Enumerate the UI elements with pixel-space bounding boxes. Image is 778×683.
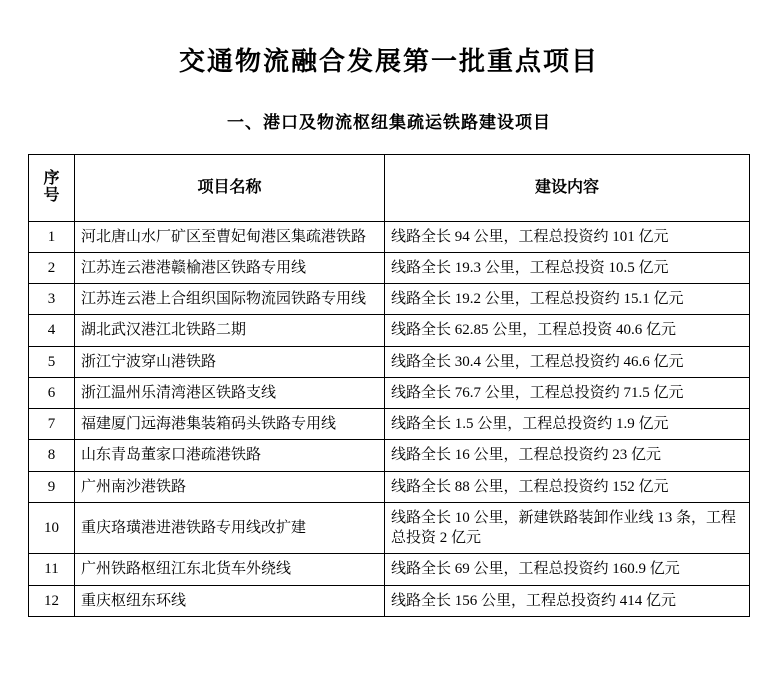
cell-no: 2	[29, 252, 75, 283]
cell-project-name: 浙江宁波穿山港铁路	[75, 346, 385, 377]
cell-project-name: 河北唐山水厂矿区至曹妃甸港区集疏港铁路	[75, 221, 385, 252]
cell-construction-content: 线路全长 88 公里，工程总投资约 152 亿元	[385, 471, 750, 502]
cell-construction-content: 线路全长 1.5 公里，工程总投资约 1.9 亿元	[385, 409, 750, 440]
cell-no: 9	[29, 471, 75, 502]
cell-project-name: 广州铁路枢纽江东北货车外绕线	[75, 554, 385, 585]
column-header-project-name: 项目名称	[75, 154, 385, 221]
cell-project-name: 重庆珞璜港进港铁路专用线改扩建	[75, 502, 385, 554]
table-header-row	[29, 154, 750, 221]
table-row	[29, 502, 750, 554]
cell-construction-content: 线路全长 16 公里，工程总投资约 23 亿元	[385, 440, 750, 471]
table-row	[29, 346, 750, 377]
cell-no: 1	[29, 221, 75, 252]
column-header-no-line1: 序	[43, 169, 60, 187]
cell-construction-content: 线路全长 30.4 公里，工程总投资约 46.6 亿元	[385, 346, 750, 377]
column-header-no-line2: 号	[43, 186, 60, 204]
cell-no: 8	[29, 440, 75, 471]
cell-construction-content: 线路全长 94 公里，工程总投资约 101 亿元	[385, 221, 750, 252]
cell-construction-content: 线路全长 69 公里，工程总投资约 160.9 亿元	[385, 554, 750, 585]
cell-no: 3	[29, 284, 75, 315]
table-row	[29, 377, 750, 408]
cell-construction-content: 线路全长 62.85 公里，工程总投资 40.6 亿元	[385, 315, 750, 346]
cell-project-name: 山东青岛董家口港疏港铁路	[75, 440, 385, 471]
cell-project-name: 江苏连云港上合组织国际物流园铁路专用线	[75, 284, 385, 315]
table-row	[29, 221, 750, 252]
cell-project-name: 浙江温州乐清湾港区铁路支线	[75, 377, 385, 408]
table-body	[29, 221, 750, 616]
cell-project-name: 江苏连云港港赣榆港区铁路专用线	[75, 252, 385, 283]
cell-construction-content: 线路全长 19.3 公里，工程总投资 10.5 亿元	[385, 252, 750, 283]
table-row	[29, 554, 750, 585]
cell-no: 6	[29, 377, 75, 408]
cell-no: 10	[29, 502, 75, 554]
project-table	[28, 154, 750, 617]
cell-construction-content: 线路全长 156 公里，工程总投资约 414 亿元	[385, 585, 750, 616]
cell-construction-content: 线路全长 76.7 公里，工程总投资约 71.5 亿元	[385, 377, 750, 408]
table-row	[29, 471, 750, 502]
column-header-construction-content: 建设内容	[385, 154, 750, 221]
cell-construction-content: 线路全长 19.2 公里，工程总投资约 15.1 亿元	[385, 284, 750, 315]
page-title: 交通物流融合发展第一批重点项目	[178, 47, 599, 76]
cell-project-name: 福建厦门远海港集装箱码头铁路专用线	[75, 409, 385, 440]
document-page	[0, 46, 778, 683]
cell-no: 5	[29, 346, 75, 377]
table-row	[29, 284, 750, 315]
table-row	[29, 585, 750, 616]
table-row	[29, 315, 750, 346]
cell-project-name: 湖北武汉港江北铁路二期	[75, 315, 385, 346]
cell-project-name: 广州南沙港铁路	[75, 471, 385, 502]
project-table-container	[28, 154, 750, 617]
table-row	[29, 252, 750, 283]
table-row	[29, 440, 750, 471]
cell-project-name: 重庆枢纽东环线	[75, 585, 385, 616]
cell-no: 12	[29, 585, 75, 616]
cell-no: 7	[29, 409, 75, 440]
cell-no: 4	[29, 315, 75, 346]
table-header	[29, 154, 750, 221]
cell-no: 11	[29, 554, 75, 585]
column-header-no	[29, 154, 75, 221]
table-row	[29, 409, 750, 440]
cell-construction-content: 线路全长 10 公里，新建铁路装卸作业线 13 条，工程总投资 2 亿元	[385, 502, 750, 554]
section-title: 一、港口及物流枢纽集疏运铁路建设项目	[227, 113, 551, 133]
